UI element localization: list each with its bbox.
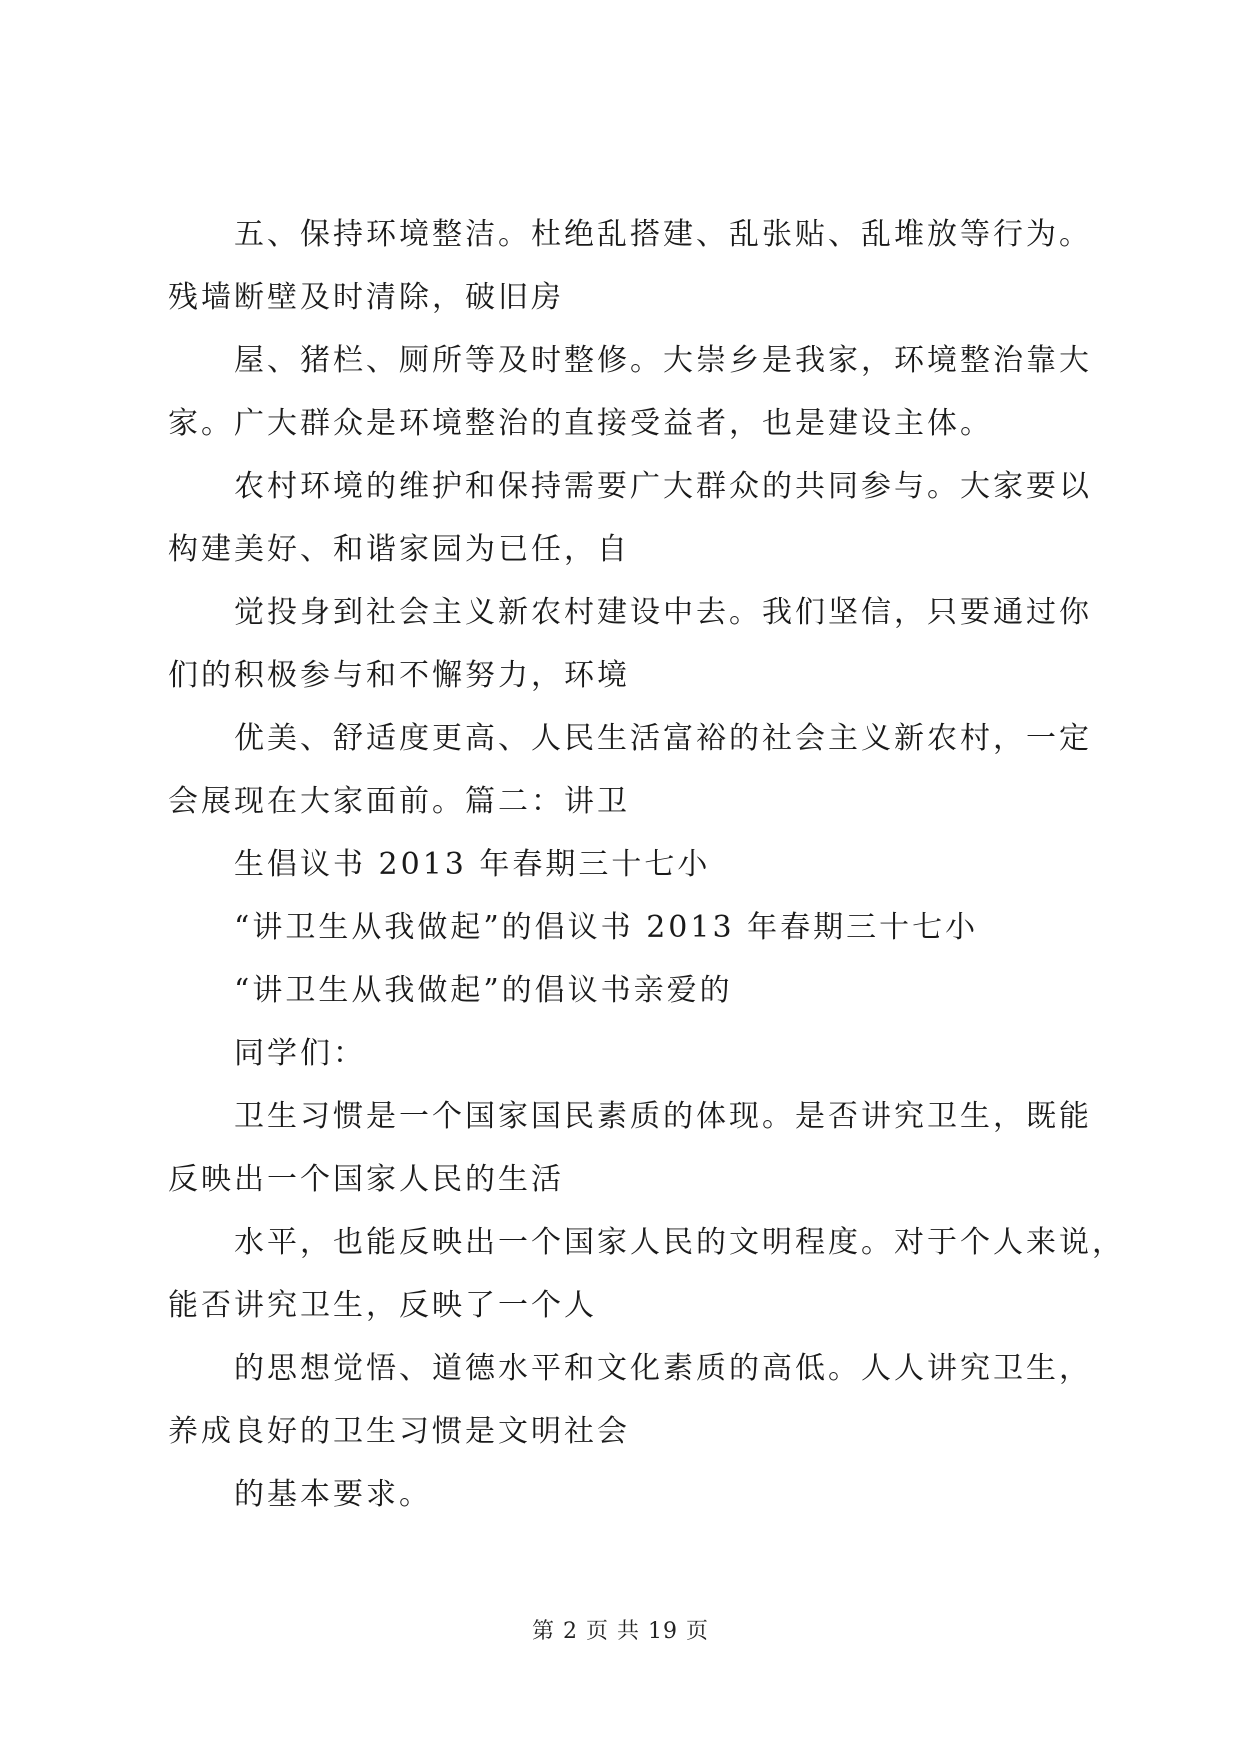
paragraph-line: 水平，也能反映出一个国家人民的文明程度。对于个人来说， bbox=[234, 1225, 1125, 1260]
paragraph-line: 五、保持环境整洁。杜绝乱搭建、乱张贴、乱堆放等行为。 bbox=[234, 217, 1092, 252]
paragraph-line: 觉投身到社会主义新农村建设中去。我们坚信，只要通过你 bbox=[234, 595, 1092, 630]
paragraph-line: 农村环境的维护和保持需要广大群众的共同参与。大家要以 bbox=[234, 469, 1092, 504]
paragraph-line: 屋、猪栏、厕所等及时整修。大崇乡是我家，环境整治靠大 bbox=[234, 343, 1092, 378]
paragraph bbox=[168, 833, 1088, 896]
paragraph bbox=[168, 1022, 1088, 1085]
paragraph-line: 优美、舒适度更高、人民生活富裕的社会主义新农村，一定 bbox=[234, 721, 1092, 756]
paragraph bbox=[168, 581, 1092, 707]
paragraph-line: 们的积极参与和不懈努力，环境 bbox=[168, 658, 630, 693]
paragraph bbox=[168, 455, 1092, 581]
paragraph bbox=[168, 896, 1088, 959]
paragraph bbox=[168, 1463, 1088, 1526]
paragraph-line: “讲卫生从我做起”的倡议书 2013 年春期三十七小 bbox=[234, 910, 979, 945]
paragraph bbox=[168, 329, 1092, 455]
paragraph-line: 的思想觉悟、道德水平和文化素质的高低。人人讲究卫生， bbox=[234, 1351, 1092, 1386]
paragraph bbox=[168, 203, 1092, 329]
paragraph-line: 能否讲究卫生，反映了一个人 bbox=[168, 1288, 597, 1323]
paragraph-line: 生倡议书 2013 年春期三十七小 bbox=[234, 847, 711, 882]
paragraph-line: “讲卫生从我做起”的倡议书亲爱的 bbox=[234, 973, 733, 1008]
paragraph-line: 卫生习惯是一个国家国民素质的体现。是否讲究卫生，既能 bbox=[234, 1099, 1092, 1134]
paragraph bbox=[168, 1085, 1092, 1211]
page-number-footer: 第 2 页 共 19 页 bbox=[532, 1619, 709, 1644]
paragraph bbox=[168, 959, 1088, 1022]
paragraph-line: 残墙断壁及时清除，破旧房 bbox=[168, 280, 564, 315]
paragraph-line: 反映出一个国家人民的生活 bbox=[168, 1162, 564, 1197]
paragraph bbox=[168, 1337, 1092, 1463]
paragraph-line: 家。广大群众是环境整治的直接受益者，也是建设主体。 bbox=[168, 406, 993, 441]
paragraph-line: 会展现在大家面前。篇二：讲卫 bbox=[168, 784, 630, 819]
document-body bbox=[168, 203, 1125, 1526]
paragraph-line: 的基本要求。 bbox=[234, 1477, 432, 1512]
paragraph bbox=[168, 1211, 1125, 1337]
paragraph-line: 养成良好的卫生习惯是文明社会 bbox=[168, 1414, 630, 1449]
paragraph bbox=[168, 707, 1092, 833]
paragraph-line: 构建美好、和谐家园为已任，自 bbox=[168, 532, 630, 567]
paragraph-line: 同学们： bbox=[234, 1036, 366, 1071]
